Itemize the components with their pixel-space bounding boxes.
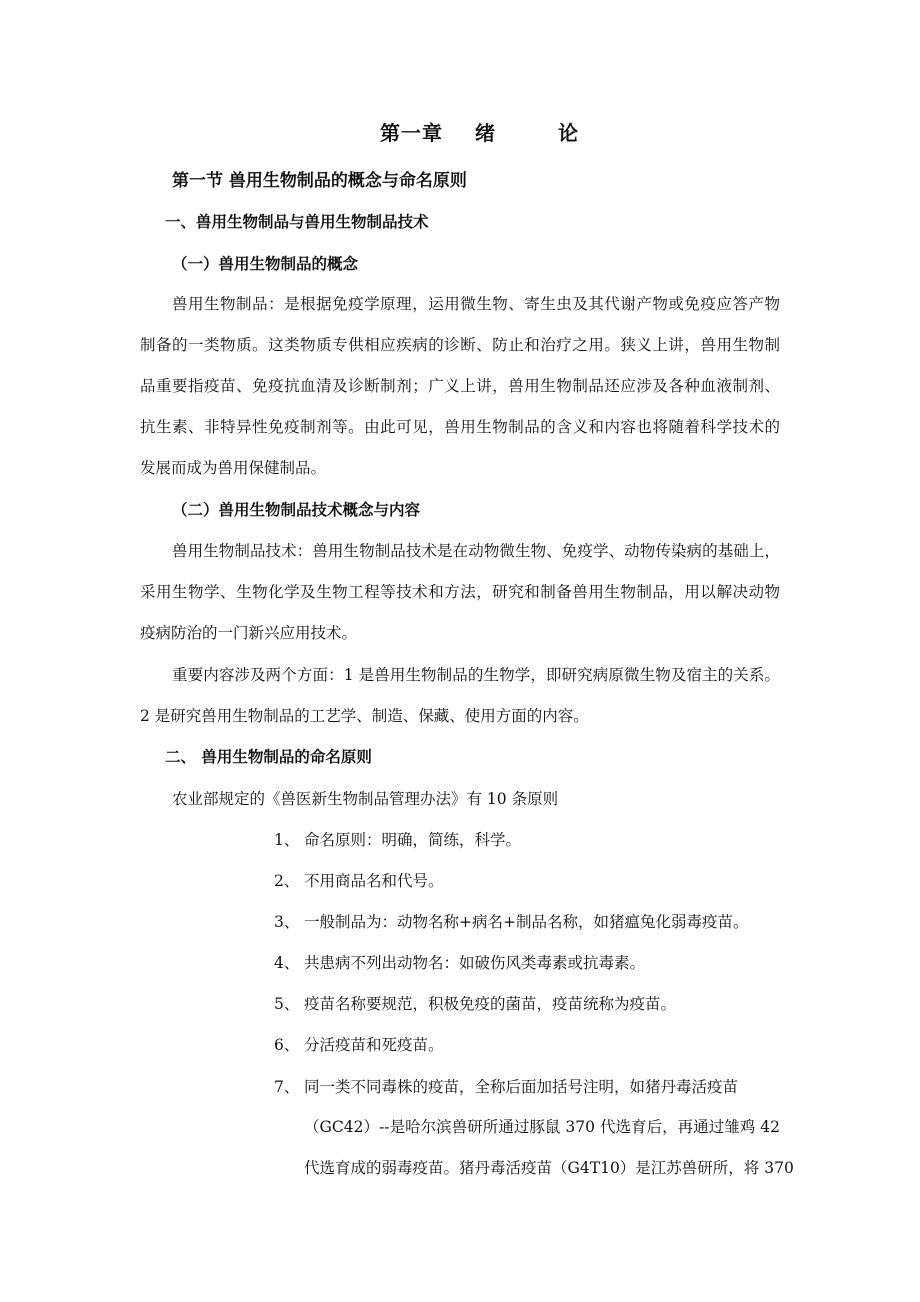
rule-continuation: （GC42）--是哈尔滨兽研所通过豚鼠 370 代选育后，再通过雏鸡 42: [304, 1118, 780, 1136]
heading-one: 一、兽用生物制品与兽用生物制品技术: [165, 212, 429, 231]
rule-continuation: 代选育成的弱毒疫苗。猪丹毒活疫苗（G4T10）是江苏兽研所，将 370: [304, 1159, 794, 1177]
chapter-title-mid: 绪: [474, 121, 496, 145]
rule-number: 4、: [274, 954, 300, 972]
paragraph-line: 抗生素、非特异性免疫制剂等。由此可见，兽用生物制品的含义和内容也将随着科学技术的: [140, 418, 780, 436]
rule-text: 命名原则：明确，简练，科学。: [304, 831, 522, 849]
chapter-title: [380, 122, 579, 144]
rule-text: 同一类不同毒株的疫苗，全称后面加括号注明，如猪丹毒活疫苗: [304, 1078, 739, 1096]
rule-item: [274, 1076, 738, 1098]
rule-number: 1、: [274, 831, 300, 849]
rule-text: 一般制品为：动物名称+病名+制品名称，如猪瘟兔化弱毒疫苗。: [304, 913, 749, 931]
rule-item: [274, 952, 645, 974]
chapter-title-left: 第一章: [380, 121, 443, 145]
paragraph-line: 2 是研究兽用生物制品的工艺学、制造、保藏、使用方面的内容。: [140, 707, 589, 725]
paragraph-line: 发展而成为兽用保健制品。: [140, 459, 327, 477]
rule-item: [274, 829, 521, 851]
subheading-technology: （二）兽用生物制品技术概念与内容: [172, 500, 421, 519]
paragraph-line: 品重要指疫苗、免疫抗血清及诊断制剂；广义上讲，兽用生物制品还应涉及各种血液制剂、: [140, 377, 780, 395]
rule-number: 3、: [274, 913, 300, 931]
rules-intro: 农业部规定的《兽医新生物制品管理办法》有 10 条原则: [172, 790, 559, 808]
rule-number: 6、: [274, 1036, 300, 1054]
rule-text: 不用商品名和代号。: [304, 872, 444, 890]
rule-item: [274, 993, 676, 1015]
rule-item: [274, 1034, 444, 1056]
heading-two: 二、 兽用生物制品的命名原则: [165, 747, 372, 766]
paragraph-line: 制备的一类物质。这类物质专供相应疾病的诊断、防止和治疗之用。狭义上讲，兽用生物制: [140, 336, 780, 354]
paragraph-line: 兽用生物制品技术：兽用生物制品技术是在动物微生物、免疫学、动物传染病的基础上，: [172, 542, 780, 560]
paragraph-line: 采用生物学、生物化学及生物工程等技术和方法，研究和制备兽用生物制品，用以解决动物: [140, 583, 780, 601]
rule-text: 疫苗名称要规范，积极免疫的菌苗，疫苗统称为疫苗。: [304, 995, 677, 1013]
rule-number: 7、: [274, 1078, 300, 1096]
paragraph-line: 兽用生物制品：是根据免疫学原理，运用微生物、寄生虫及其代谢产物或免疫应答产物: [172, 295, 780, 313]
paragraph-line: 重要内容涉及两个方面：1 是兽用生物制品的生物学，即研究病原微生物及宿主的关系。: [172, 666, 780, 684]
rule-text: 共患病不列出动物名：如破伤风类毒素或抗毒素。: [304, 954, 646, 972]
rule-number: 2、: [274, 872, 300, 890]
rule-text: 分活疫苗和死疫苗。: [304, 1036, 444, 1054]
paragraph-line: 疫病防治的一门新兴应用技术。: [140, 624, 358, 642]
section-title: 第一节 兽用生物制品的概念与命名原则: [172, 171, 467, 191]
rule-item: [274, 911, 748, 933]
subheading-concept: （一）兽用生物制品的概念: [172, 254, 359, 273]
chapter-title-right: 论: [557, 121, 579, 145]
rule-number: 5、: [274, 995, 300, 1013]
rule-item: [274, 870, 444, 892]
